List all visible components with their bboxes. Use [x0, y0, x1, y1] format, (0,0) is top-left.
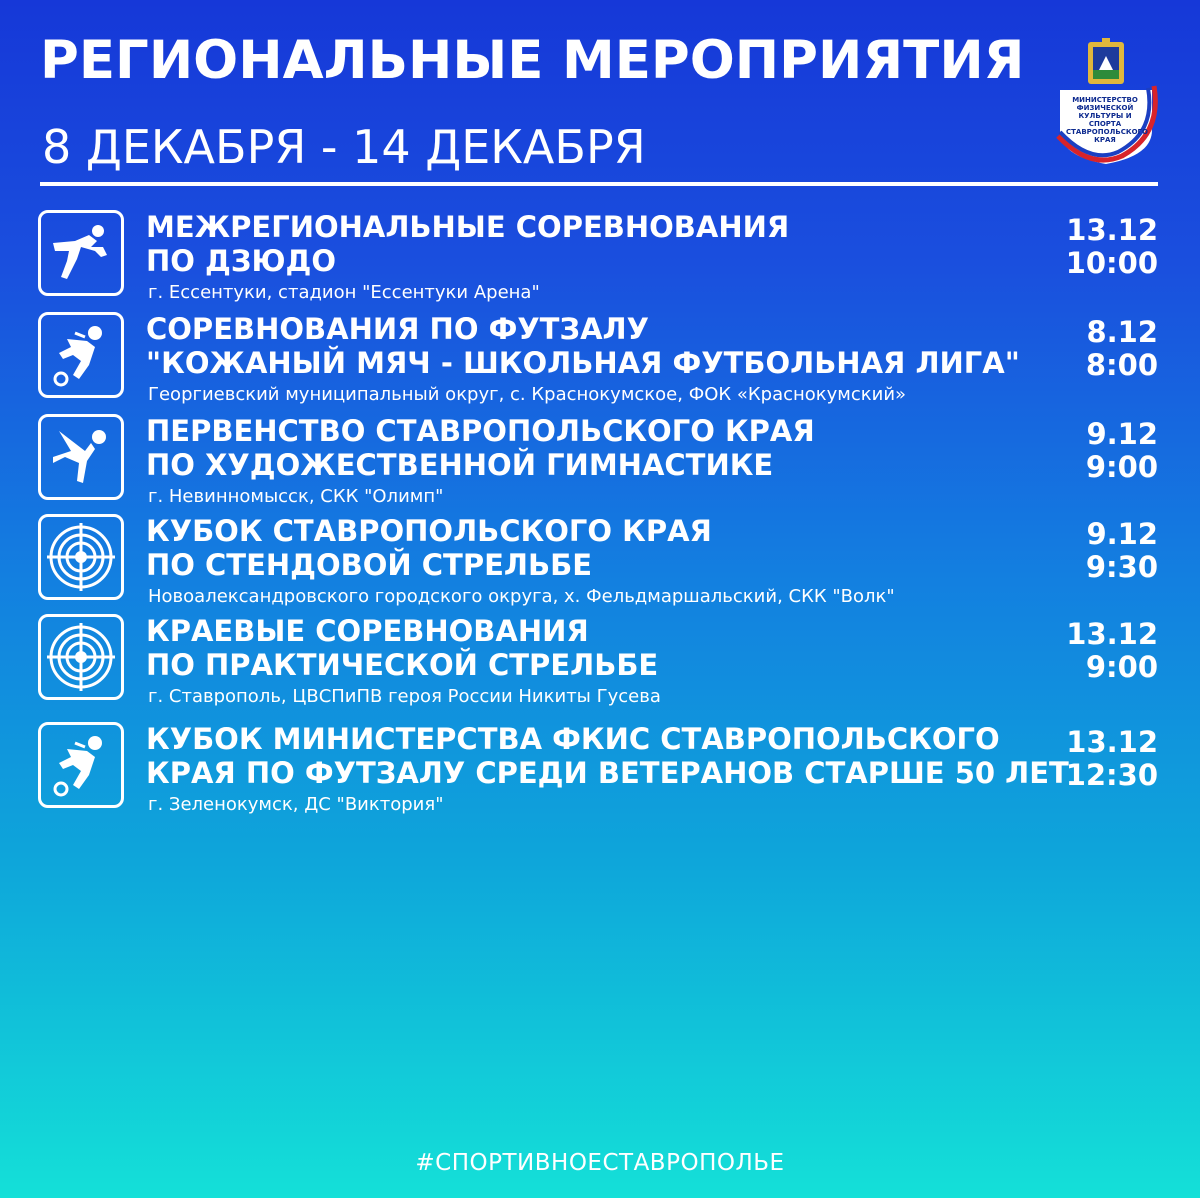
- gymnastics-icon-box: [38, 414, 124, 500]
- target-icon: [45, 621, 117, 693]
- event-title: СОРЕВНОВАНИЯ ПО ФУТЗАЛУ "КОЖАНЫЙ МЯЧ - ШКОЛЬНАЯ ФУТБОЛЬНАЯ ЛИГА": [146, 312, 1020, 380]
- event-location: г. Ессентуки, стадион "Ессентуки Арена": [148, 282, 540, 303]
- header-divider: [40, 182, 1158, 186]
- event-datetime: 8.12 8:00: [1085, 315, 1158, 382]
- judo-icon-box: [38, 210, 124, 296]
- event-datetime: 9.12 9:30: [1085, 517, 1158, 584]
- target-icon: [45, 521, 117, 593]
- futsal-icon-box: [38, 312, 124, 398]
- event-title: ПЕРВЕНСТВО СТАВРОПОЛЬСКОГО КРАЯ ПО ХУДОЖЕСТВЕННОЙ ГИМНАСТИКЕ: [146, 414, 815, 482]
- page-title: РЕГИОНАЛЬНЫЕ МЕРОПРИЯТИЯ: [40, 30, 1025, 91]
- futsal-icon: [45, 729, 117, 801]
- event-datetime: 13.12 10:00: [1065, 213, 1158, 280]
- event-title: КУБОК СТАВРОПОЛЬСКОГО КРАЯ ПО СТЕНДОВОЙ СТРЕЛЬБЕ: [146, 514, 712, 582]
- hashtag: #СПОРТИВНОЕСТАВРОПОЛЬЕ: [415, 1150, 785, 1176]
- target-icon-box: [38, 614, 124, 700]
- event-location: г. Ставрополь, ЦВСПиПВ героя России Никиты Гусева: [148, 686, 661, 707]
- coat-of-arms-icon: [1088, 38, 1124, 84]
- event-title: МЕЖРЕГИОНАЛЬНЫЕ СОРЕВНОВАНИЯ ПО ДЗЮДО: [146, 210, 790, 278]
- event-location: г. Зеленокумск, ДС "Виктория": [148, 794, 444, 815]
- event-location: Георгиевский муниципальный округ, с. Краснокумское, ФОК «Краснокумский»: [148, 384, 907, 405]
- target-icon-box: [38, 514, 124, 600]
- futsal-icon: [45, 319, 117, 391]
- gymnastics-icon: [45, 421, 117, 493]
- event-datetime: 13.12 12:30: [1065, 725, 1158, 792]
- futsal-icon-box: [38, 722, 124, 808]
- event-location: г. Невинномысск, СКК "Олимп": [148, 486, 444, 507]
- logo-caption: МИНИСТЕРСТВО ФИЗИЧЕСКОЙ КУЛЬТУРЫ И СПОРТА СТАВРОПОЛЬСКОГО КРАЯ: [1066, 96, 1148, 144]
- event-datetime: 9.12 9:00: [1085, 417, 1158, 484]
- event-location: Новоалександровского городского округа, х. Фельдмаршальский, СКК "Волк": [148, 586, 895, 607]
- event-datetime: 13.12 9:00: [1066, 617, 1158, 684]
- date-range: 8 ДЕКАБРЯ - 14 ДЕКАБРЯ: [42, 120, 646, 174]
- judo-icon: [45, 217, 117, 289]
- event-title: КУБОК МИНИСТЕРСТВА ФКИС СТАВРОПОЛЬСКОГО КРАЯ ПО ФУТЗАЛУ СРЕДИ ВЕТЕРАНОВ СТАРШЕ 50 ЛЕТ: [146, 722, 1069, 790]
- event-title: КРАЕВЫЕ СОРЕВНОВАНИЯ ПО ПРАКТИЧЕСКОЙ СТРЕЛЬБЕ: [146, 614, 659, 682]
